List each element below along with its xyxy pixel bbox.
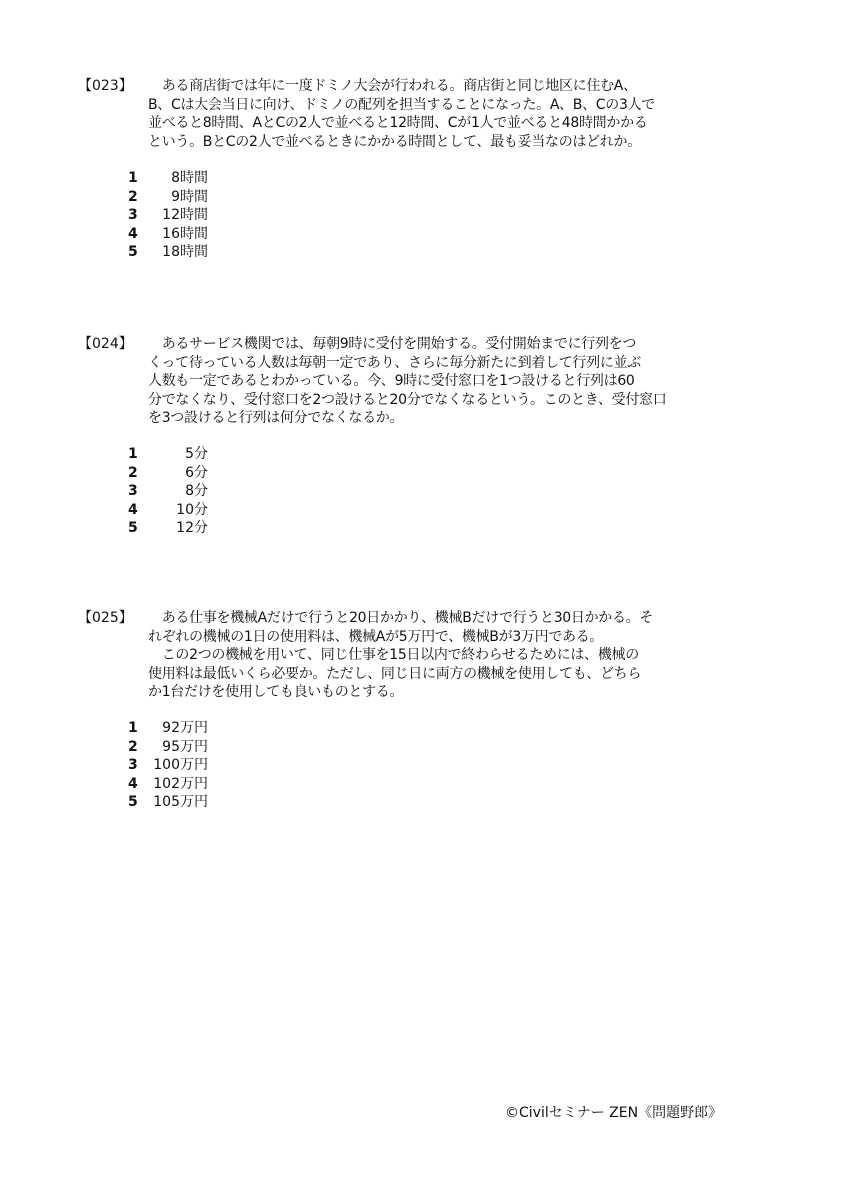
question-line: この2つの機械を用いて、同じ仕事を15日以内で終わらせるためには、機械の — [148, 647, 639, 663]
choice-number: 4 — [128, 501, 138, 518]
choice-number: 1 — [128, 720, 138, 736]
choice-number: 4 — [128, 775, 138, 792]
choice-list — [128, 445, 248, 538]
choice-value: 12分 — [176, 520, 208, 536]
choice-1 — [128, 169, 248, 188]
question-line: ある仕事を機械Aだけで行うと20日かかり、機械Bだけで行うと30日かかる。そ — [148, 610, 654, 626]
choice-value: 5分 — [185, 446, 208, 462]
choice-value: 8時間 — [171, 170, 208, 186]
choice-5 — [128, 243, 248, 262]
choice-value: 16時間 — [162, 225, 208, 242]
choice-4 — [128, 775, 248, 794]
choice-value: 95万円 — [162, 738, 208, 755]
choice-list — [128, 169, 248, 262]
question-text — [148, 77, 655, 151]
question-number: 【025】 — [78, 610, 133, 626]
question-line: くって待っている人数は毎朝一定であり、さらに毎分新たに到着して行列に並ぶ — [148, 354, 641, 371]
choice-value: 10分 — [176, 501, 208, 518]
choice-number: 3 — [128, 757, 138, 773]
choice-value: 102万円 — [153, 775, 208, 792]
choice-number: 4 — [128, 225, 138, 242]
choice-3 — [128, 206, 248, 225]
choice-4 — [128, 225, 248, 244]
choice-2 — [128, 188, 248, 207]
question-line: という。BとCの2人で並べるときにかかる時間として、最も妥当なのはどれか。 — [148, 133, 641, 150]
choice-number: 5 — [128, 794, 138, 810]
question-text — [148, 335, 666, 428]
choice-2 — [128, 738, 248, 757]
choice-value: 18時間 — [162, 244, 208, 260]
choice-1 — [128, 719, 248, 738]
question-line: か1台だけを使用しても良いものとする。 — [148, 684, 404, 700]
choice-2 — [128, 464, 248, 483]
choice-value: 8分 — [185, 483, 208, 499]
choice-number: 5 — [128, 520, 138, 536]
question-line: 使用料は最低いくら必要か。ただし、同じ日に両方の機械を使用しても、どちら — [148, 665, 642, 682]
choice-value: 9時間 — [171, 188, 208, 205]
question-line: あるサービス機関では、毎朝9時に受付を開始する。受付開始までに行列をつ — [148, 336, 637, 352]
copyright-footer: ©Civilセミナー ZEN《問題野郎》 — [505, 1105, 723, 1121]
choice-value: 6分 — [185, 464, 208, 481]
choice-number: 2 — [128, 188, 138, 205]
choice-number: 1 — [128, 446, 138, 462]
choice-value: 92万円 — [162, 720, 208, 736]
choice-5 — [128, 793, 248, 812]
choice-1 — [128, 445, 248, 464]
question-text — [148, 609, 653, 702]
choice-3 — [128, 756, 248, 775]
question-line: 人数も一定であるとわかっている。今、9時に受付窓口を1つ設けると行列は60 — [148, 373, 635, 389]
choice-5 — [128, 519, 248, 538]
question-line: 分でなくなり、受付窓口を2つ設けると20分でなくなるという。このとき、受付窓口 — [148, 391, 667, 408]
choice-list — [128, 719, 248, 812]
question-line: を3つ設けると行列は何分でなくなるか。 — [148, 410, 404, 426]
choice-number: 5 — [128, 244, 138, 260]
choice-4 — [128, 501, 248, 520]
choice-value: 105万円 — [153, 794, 208, 810]
question-number: 【024】 — [78, 336, 133, 352]
question-line: 並べると8時間、AとCの2人で並べると12時間、Cが1人で並べると48時間かかる — [148, 115, 648, 131]
choice-number: 3 — [128, 483, 138, 499]
question-line: れぞれの機械の1日の使用料は、機械Aが5万円で、機械Bが3万円である。 — [148, 628, 604, 645]
choice-number: 2 — [128, 738, 138, 755]
choice-number: 1 — [128, 170, 138, 186]
question-number: 【023】 — [78, 78, 133, 94]
question-line: B、Cは大会当日に向け、ドミノの配列を担当することになった。A、B、Cの3人で — [148, 96, 655, 113]
choice-number: 2 — [128, 464, 138, 481]
choice-value: 12時間 — [162, 207, 208, 223]
question-line: ある商店街では年に一度ドミノ大会が行われる。商店街と同じ地区に住むA、 — [148, 78, 637, 94]
choice-number: 3 — [128, 207, 138, 223]
choice-3 — [128, 482, 248, 501]
choice-value: 100万円 — [153, 757, 208, 773]
